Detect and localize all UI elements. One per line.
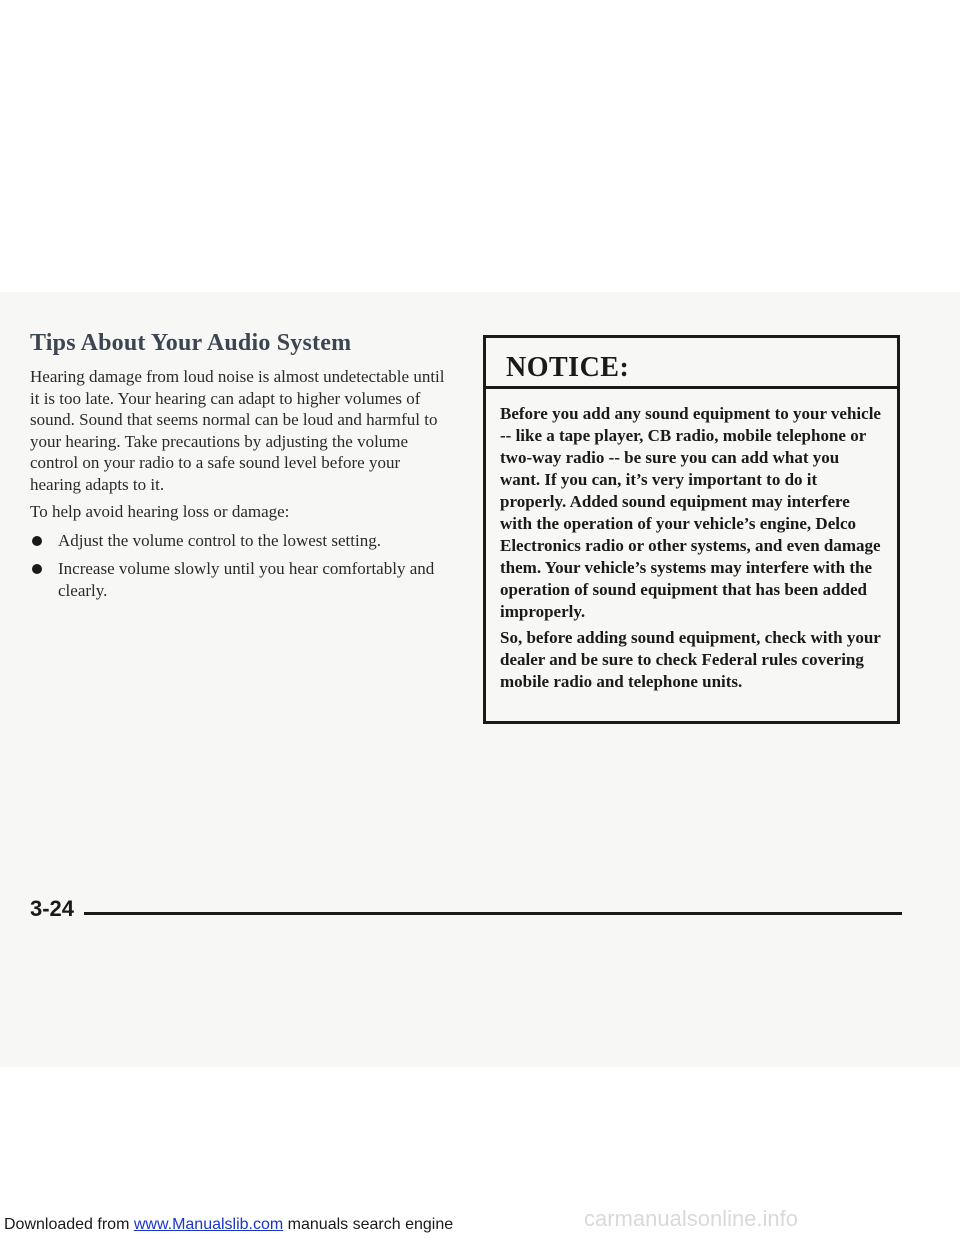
notice-paragraph: So, before adding sound equipment, check with your dealer and be sure to check Federal rules covering mobile radio and telephone units. (500, 628, 881, 691)
notice-body (486, 389, 897, 693)
bullet-icon (32, 564, 42, 574)
notice-heading: NOTICE: (486, 338, 897, 389)
list-item-text: Increase volume slowly until you hear comfortably and clearly. (58, 559, 435, 600)
list-item (30, 530, 450, 552)
notice-paragraph: Before you add any sound equipment to your vehicle -- like a tape player, CB radio, mobile telephone or two-way radio -- be sure you can add what you want. If you can, it’s very important to do it properly. Added sound equipment may interfere with the operation of your vehicle’s engine, Delco Electronics radio or other systems, and even damage them. Your vehicle’s systems may interfere with the operation of sound equipment that has been added improperly. (500, 404, 881, 621)
body-text (30, 366, 450, 601)
list-item-text: Adjust the volume control to the lowest setting. (58, 530, 381, 550)
notice-box (483, 335, 900, 724)
footer-divider (84, 912, 902, 915)
download-banner (4, 1216, 453, 1234)
bullet-icon (32, 536, 42, 546)
manualslib-link[interactable]: www.Manualslib.com (133, 1216, 284, 1233)
tips-list (30, 530, 450, 602)
hearing-paragraph: Hearing damage from loud noise is almost undetectable until it is too late. Your hearing can adapt to higher volumes of sound. Sound that seems normal can be loud and harmful to your hearing. Take precautions by adjusting the volume control on your radio to a safe sound level before your hearing adapts to it. (30, 367, 445, 494)
section-title: Tips About Your Audio System (30, 330, 352, 356)
watermark: carmanualsonline.info (584, 1206, 799, 1231)
download-suffix: manuals search engine (283, 1216, 454, 1233)
list-item (30, 558, 450, 601)
page-number: 3-24 (30, 896, 75, 921)
download-prefix: Downloaded from (4, 1216, 134, 1233)
intro-line: To help avoid hearing loss or damage: (30, 502, 290, 521)
